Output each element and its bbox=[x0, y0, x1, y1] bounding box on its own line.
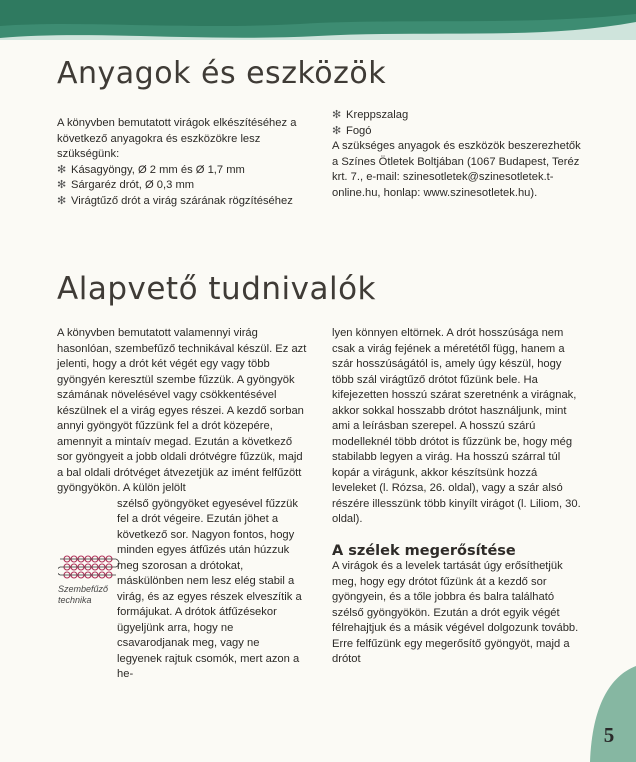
materials-shop-note: A szükséges anyagok és eszközök beszerezhetők a Színes Ötletek Boltjában (1067 Budapest, Teréz krt. 7., e-mail: szinesotletek@szinesotletek.t-online.hu, honlap: www.szinesotletek.hu). bbox=[332, 140, 581, 199]
basics-paragraph: A könyvben bemutatott valamennyi virág hasonlóan, szembefűző technikával készül. Ez azt jelenti, hogy a drót két végét egy vagy több gyöngyén keresztül szembe fűzzük. A gyöngyök számának növelésével vagy csökkentésével készülnek el a virág egyes részei. A kezdő sorban annyi gyöngyöt fűzzünk fel a drót közepére, amennyit a mintaív megad. Ezután a következő sor gyöngyeit a jobb oldali drótvégre fűzzük, majd a bal oldali drótvéget átvezetjük az imént felfűzött gyöngyökön. A külön jelölt bbox=[57, 327, 307, 494]
materials-bullet: ✻ Kreppszalag bbox=[332, 108, 587, 124]
subsection-paragraph: A virágok és a levelek tartását úgy erősíthetjük meg, hogy egy drótot fűzünk át a kezdő sor gyöngyein, és a tőle jobbra és balra található szélső gyöngyökön. Ezután a drót egyik végét félrehajtjuk és a másik végével dolgozunk tovább. Erre felfűzünk egy megerősítő gyöngyöt, majd a drótot bbox=[332, 560, 579, 665]
asterisk-icon: ✻ bbox=[332, 109, 342, 121]
basics-right-column bbox=[332, 326, 582, 668]
top-decorative-band bbox=[0, 0, 636, 40]
subsection-title: A szélek megerősítése bbox=[332, 542, 516, 559]
section-title-basics: Alapvető tudnivalók bbox=[57, 271, 377, 307]
asterisk-icon: ✻ bbox=[57, 194, 67, 207]
asterisk-icon: ✻ bbox=[332, 124, 342, 137]
materials-bullet: ✻ Kásagyöngy, Ø 2 mm és Ø 1,7 mm bbox=[57, 163, 317, 179]
basics-paragraph-right: lyen könnyen eltörnek. A drót hosszúsága nem csak a virág fejének a méretétől függ, hanem a szár hosszúságától is, amely úgy készül, hogy több szál virágtűző drótot fűzünk bele. Ha kifejezetten hosszú szárat szeretnénk a virágnak, akkor sokkal hosszabb drótot használjunk, mint ami a leírásban szerepel. A hosszú szárú modelleknél több drótot is fűzzünk be, hogy még stabilabb legyen a virág. Ha hosszú szárral túl kopár a virágunk, akkor készítsünk hozzá leveleket (l. Rózsa, 26. oldal), vagy a szár alsó részére illesszünk több kinyílt virágot (l. Liliom, 30. oldal). bbox=[332, 327, 581, 525]
asterisk-icon: ✻ bbox=[57, 179, 67, 191]
materials-bullet: ✻ Virágtűző drót a virág szárának rögzítéséhez bbox=[57, 194, 317, 210]
materials-left-column bbox=[57, 116, 317, 209]
basics-paragraph-continued: szélső gyöngyöket egyesével fűzzük fel a drót végeire. Ezután jöhet a következő sor. Nagyon fontos, hogy minden egyes átfűzés után húzzuk meg szorosan a drótokat, máskülönben nem lesz elég stabil a virág, és az egyes részek elveszítik a formájukat. A drótok átfűzésekor ügyeljünk arra, hogy ne csavarodjanak meg, vagy ne legyenek rajtuk csomók, mert azon a he- bbox=[117, 497, 302, 680]
page-number: 5 bbox=[603, 723, 615, 747]
basics-left-column bbox=[57, 326, 307, 683]
materials-right-column bbox=[332, 108, 587, 201]
materials-intro: A könyvben bemutatott virágok elkészítéséhez a következő anyagokra és eszközökre lesz szükségünk: bbox=[57, 117, 297, 160]
materials-bullet: ✻ Fogó bbox=[332, 124, 587, 140]
figure-caption: Szembefűző technika bbox=[58, 584, 109, 605]
materials-bullet: ✻ Sárgaréz drót, Ø 0,3 mm bbox=[57, 178, 317, 194]
asterisk-icon: ✻ bbox=[57, 163, 67, 176]
section-title-materials: Anyagok és eszközök bbox=[57, 56, 387, 91]
